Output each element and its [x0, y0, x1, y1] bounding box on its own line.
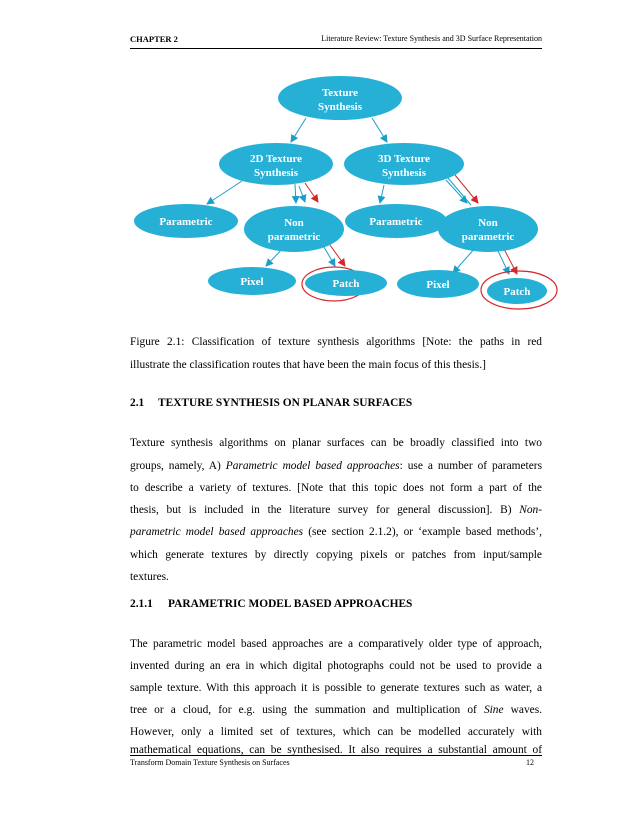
node-2d-texture-synthesis: [219, 143, 333, 185]
para1-line-2: groups, namely, A) Parametric model based approaches: use a number of parameters: [130, 460, 543, 472]
figure-caption-line-1: Figure 2.1: Classification of texture synthesis algorithms [Note: the paths in red: [130, 336, 542, 348]
para1-line-4: thesis, but is included in the literature survey for general discussion]. B) Non-: [130, 504, 542, 516]
node-nonparametric-3d-line-2: parametric: [461, 231, 515, 243]
node-parametric-3d-label: Parametric: [369, 216, 423, 228]
para1-line-5: parametric model based approaches (see section 2.1.2), or ‘example based methods’,: [130, 526, 542, 538]
section-heading: [130, 397, 412, 409]
node-nonparametric-2d: [244, 206, 344, 252]
section-number: 2.1: [130, 397, 145, 409]
page-number: 12: [526, 758, 534, 767]
para1-line-6: which generate textures by directly copying pixels or patches from input/sample: [130, 549, 542, 561]
chapter-label: CHAPTER 2: [130, 34, 178, 44]
figure-caption-line-2: illustrate the classification routes that have been the main focus of this thesis.]: [130, 359, 486, 371]
node-parametric-2d: [134, 204, 238, 238]
para1-line-7: textures.: [130, 571, 169, 583]
node-nonparametric-2d-line-1: Non: [284, 217, 304, 229]
node-nonparametric-3d: [438, 206, 538, 252]
footer-title: Transform Domain Texture Synthesis on Surfaces: [130, 758, 290, 767]
classification-diagram: [0, 0, 638, 310]
para2-line-1: The parametric model based approaches are a comparatively older type of approach,: [130, 638, 542, 650]
node-patch-2d-label: Patch: [332, 278, 360, 290]
para2-line-2: invented during an era in which digital photographs could not be used to provide a: [130, 660, 542, 672]
para1-line-1: Texture synthesis algorithms on planar surfaces can be broadly classified into two: [130, 437, 542, 449]
node-3d-texture-synthesis: [344, 143, 464, 185]
diagram-arrows: [207, 118, 476, 273]
subsection-heading: [130, 598, 412, 610]
node-pixel-2d: [208, 267, 296, 295]
para2-emphasis-sine: Sine: [483, 704, 504, 716]
node-nonparametric-3d-line-1: Non: [478, 217, 498, 229]
para1-emphasis-parametric: Parametric model based approaches: [225, 460, 400, 472]
chapter-title: Literature Review: Texture Synthesis and 3D Surface Representation: [321, 34, 542, 43]
para1-emphasis-non: Non-: [519, 504, 542, 516]
para2-line-4: tree or a cloud, for e.g. using the summation and multiplication of Sine waves.: [130, 704, 542, 716]
section-title: TEXTURE SYNTHESIS ON PLANAR SURFACES: [158, 397, 413, 409]
node-texture-synthesis-line-2: Synthesis: [317, 101, 363, 113]
node-nonparametric-2d-line-2: parametric: [267, 231, 321, 243]
footer-rule: [130, 755, 542, 756]
node-parametric-2d-label: Parametric: [159, 216, 213, 228]
node-texture-synthesis-line-1: Texture: [321, 87, 359, 99]
para1-line-3: to describe a variety of textures. [Note that this topic does not form a part of the: [130, 482, 542, 494]
node-3d-line-1: 3D Texture: [377, 153, 431, 165]
para2-line-6: mathematical equations, can be synthesised. It also requires a substantial amount of: [130, 744, 542, 756]
node-patch-2d: [305, 270, 387, 296]
subsection-title: PARAMETRIC MODEL BASED APPROACHES: [168, 598, 413, 610]
para1-emphasis-nonparametric: parametric model based approaches: [130, 526, 304, 538]
node-parametric-3d: [345, 204, 447, 238]
para2-line-3: sample texture. With this approach it is possible to generate textures such as water, a: [130, 682, 542, 694]
subsection-number: 2.1.1: [130, 598, 153, 610]
node-2d-line-1: 2D Texture: [249, 153, 303, 165]
node-patch-3d-label: Patch: [503, 286, 531, 298]
node-pixel-3d-label: Pixel: [426, 279, 450, 291]
node-pixel-2d-label: Pixel: [240, 276, 264, 288]
node-patch-3d: [487, 278, 547, 304]
node-pixel-3d: [397, 270, 479, 298]
node-3d-line-2: Synthesis: [381, 167, 427, 179]
para2-line-5: However, only a limited set of textures, which can be modelled accurately with: [130, 726, 542, 738]
node-2d-line-2: Synthesis: [253, 167, 299, 179]
node-texture-synthesis: [278, 76, 402, 120]
